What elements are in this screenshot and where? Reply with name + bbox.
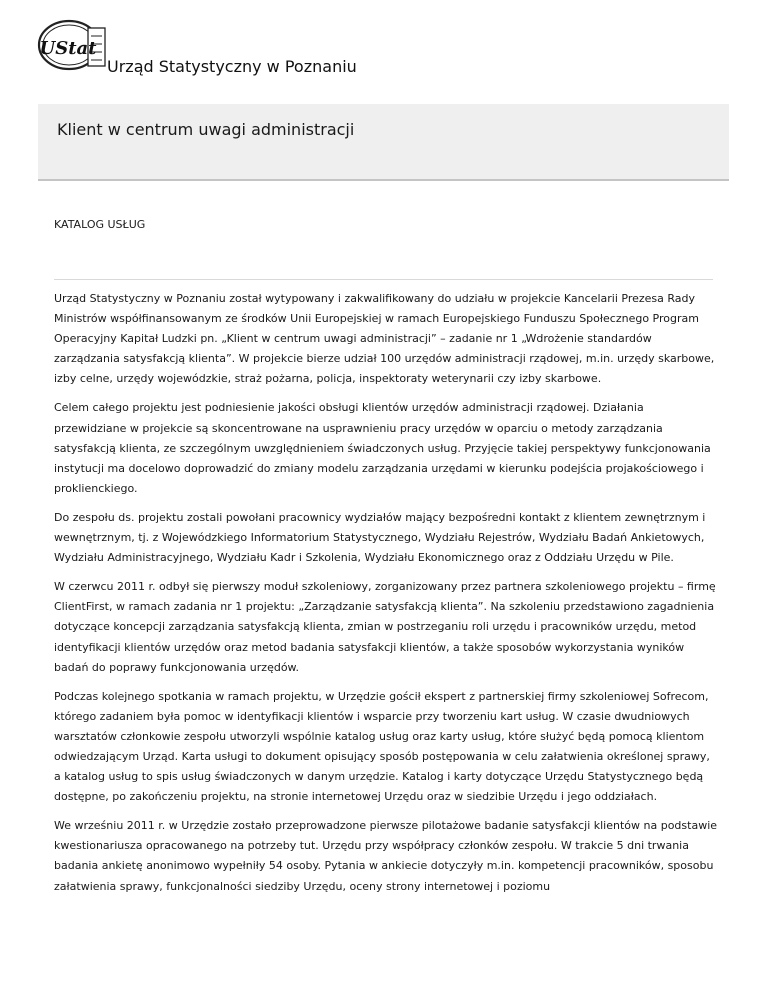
section-label: KATALOG USŁUG [54, 218, 146, 231]
paragraph-5: Podczas kolejnego spotkania w ramach projektu, w Urzędzie gościł ekspert z partnerskiej firmy szkoleniowej Sofrecom, którego zadaniem była pomoc w identyfikacji klientów i wsparcie przy tworzeniu kart usług. W czasie dwudniowych warsztatów członkowie zespołu utworzyli wspólnie katalog usług oraz karty usług, które służyć będą pomocą klientom odwiedzającym Urząd. Karta usługi to dokument opisujący sposób postępowania w celu załatwienia określonej sprawy, a katalog usług to spis usług świadczonych w danym urzędzie. Katalog i karty dotyczące Urzędu Statystycznego będą dostępne, po zakończeniu projektu, na stronie internetowej Urzędu oraz w siedzibie Urzędu i jego oddziałach. [54, 689, 710, 804]
logo-text: UStat [39, 38, 97, 59]
ustat-logo [36, 18, 106, 72]
divider [54, 279, 713, 280]
org-name: Urząd Statystyczny w Poznaniu [107, 57, 357, 76]
paragraph-6: We wrześniu 2011 r. w Urzędzie zostało przeprowadzone pierwsze pilotażowe badanie satysfakcji klientów na podstawie kwestionariusza opracowanego na potrzeby tut. Urzędu przy współpracy członków zespołu. W trakcie 5 dni trwania badania ankietę anonimowo wypełniły 54 osoby. Pytania w ankiecie dotyczyły m.in. kompetencji pracowników, sposobu załatwienia sprawy, funkcjonalności siedziby Urzędu, oceny strony internetowej i poziomu [54, 819, 718, 893]
paragraph-3: Do zespołu ds. projektu zostali powołani pracownicy wydziałów mający bezpośredni kontakt z klientem zewnętrznym i wewnętrznym, tj. z Wojewódzkiego Informatorium Statystycznego, Wydziału Rejestrów, Wydziału Badań Ankietowych, Wydziału Administracyjnego, Wydziału Kadr i Szkolenia, Wydziału Ekonomicznego oraz z Oddziału Urzędu w Pile. [54, 510, 706, 565]
article-body [54, 289, 719, 906]
paragraph-2: Celem całego projektu jest podniesienie jakości obsługi klientów urzędów administracji rządowej. Działania przewidziane w projekcie są skoncentrowane na usprawnieniu pracy urzędów w oparciu o metody zarządzania satysfakcją klienta, ze szczególnym uwzględnieniem świadczonych usług. Przyjęcie takiej perspektywy funkcjonowania instytucji ma docelowo doprowadzić do zmiany modelu zarządzania urzędami w kierunku podejścia projakościowego i proklienckiego. [54, 401, 711, 495]
page-title: Klient w centrum uwagi administracji [57, 120, 355, 139]
page-banner [38, 104, 729, 181]
paragraph-1: Urząd Statystyczny w Poznaniu został wytypowany i zakwalifikowany do udziału w projekcie Kancelarii Prezesa Rady Ministrów współfinansowanym ze środków Unii Europejskiej w ramach Europejskiego Funduszu Społecznego Program Operacyjny Kapitał Ludzki pn. „Klient w centrum uwagi administracji” – zadanie nr 1 „Wdrożenie standardów zarządzania satysfakcją klienta”. W projekcie bierze udział 100 urzędów administracji rządowej, m.in. urzędy skarbowe, izby celne, urzędy wojewódzkie, straż pożarna, policja, inspektoraty weterynarii czy izby skarbowe. [54, 292, 715, 386]
paragraph-4: W czerwcu 2011 r. odbył się pierwszy moduł szkoleniowy, zorganizowany przez partnera szkoleniowego projektu – firmę ClientFirst, w ramach zadania nr 1 projektu: „Zarządzanie satysfakcją klienta”. Na szkoleniu przedstawiono zagadnienia dotyczące koncepcji zarządzania satysfakcją klienta, zmian w postrzeganiu roli urzędu i pracowników urzędu, metod identyfikacji klientów urzędów oraz metod badania satysfakcji klientów, a także sposobów wykorzystania wyników badań do poprawy funkcjonowania urzędów. [54, 580, 716, 674]
